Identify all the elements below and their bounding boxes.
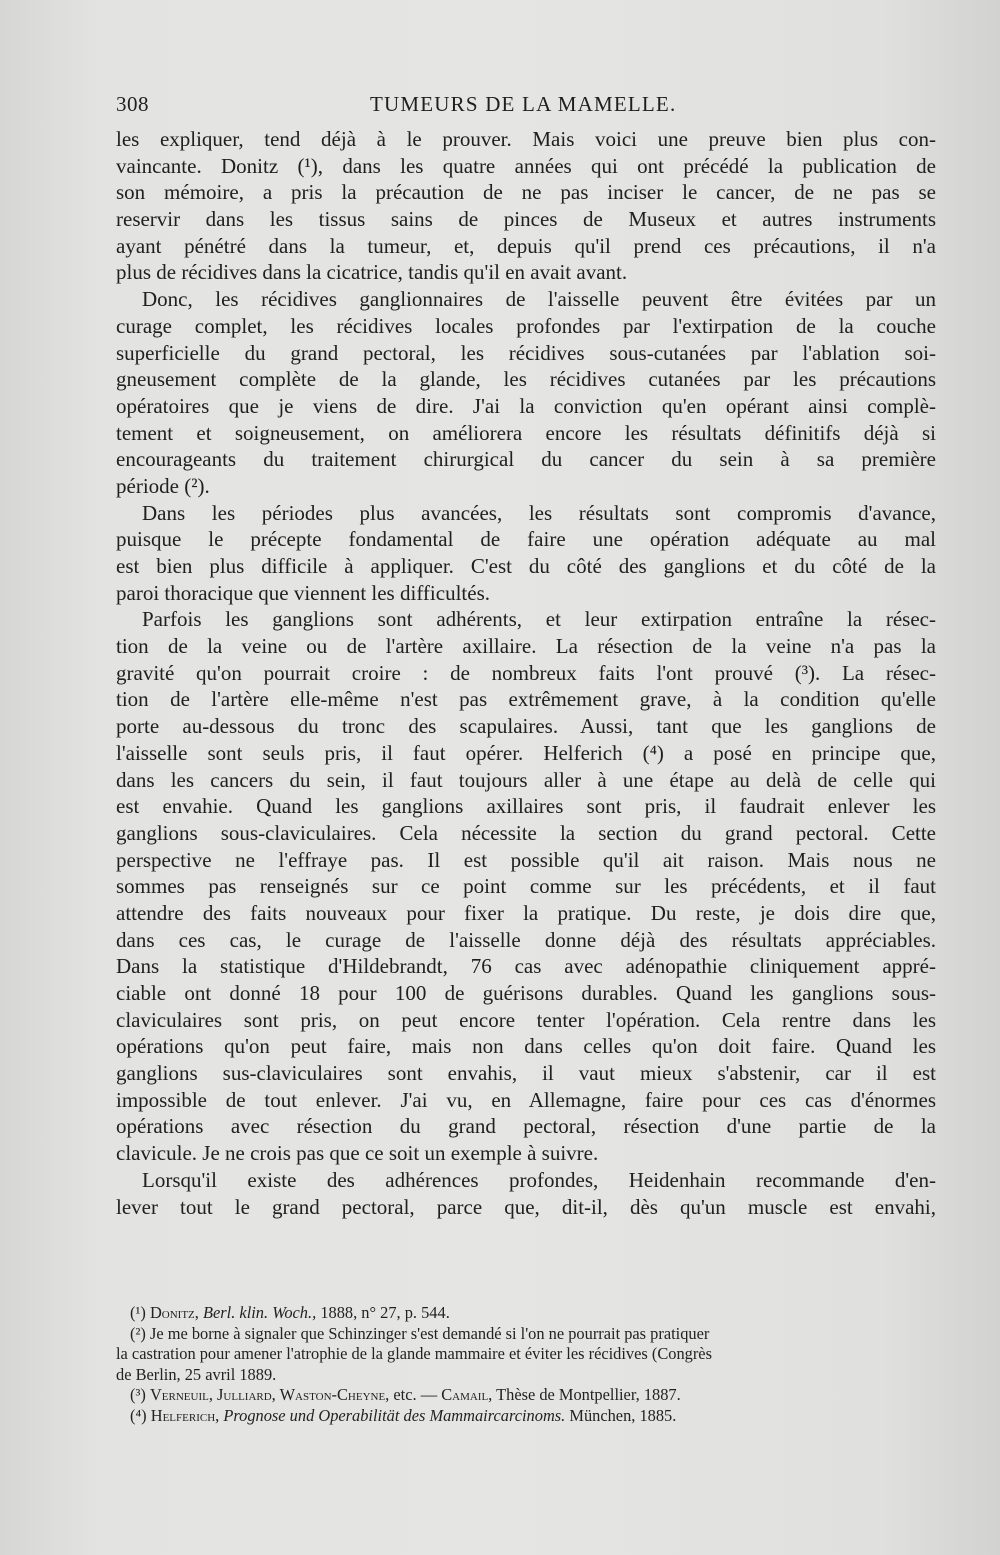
- text-line: opératoires que je viens de dire. J'ai la conviction qu'en opérant ainsi complè-: [116, 393, 936, 418]
- text-line: ciable ont donné 18 pour 100 de guérisons durables. Quand les ganglions sous-: [116, 981, 936, 1005]
- text-line: opérations avec résection du grand pectoral, résection d'une partie de la: [116, 1114, 936, 1139]
- footnote-text: 1888, n° 27, p. 544.: [320, 1303, 450, 1322]
- text-line: ganglions sous-claviculaires. Cela nécessite la section du grand pectoral. Cette: [116, 820, 936, 845]
- footnote-title: Berl. klin. Woch.,: [203, 1303, 317, 1322]
- text-line: lever tout le grand pectoral, parce que, dit-il, dès qu'un muscle est envahi,: [116, 1194, 936, 1219]
- text-line: porte au-dessous du tronc des scapulaires. Aussi, tant que les ganglions de: [116, 714, 936, 739]
- page-number: 308: [116, 92, 149, 116]
- text-line: ayant pénétré dans la tumeur, et, depuis qu'il prend ces précautions, il n'a: [116, 233, 936, 258]
- footnote-marker: (²): [130, 1323, 146, 1343]
- text-line: clavicule. Je ne crois pas que ce soit un exemple à suivre.: [116, 1141, 599, 1166]
- text-line: attendre des faits nouveaux pour fixer la pratique. Du reste, je dois dire que,: [116, 900, 936, 925]
- footnote-text: Je me borne à signaler que Schinzinger s'est demandé si l'on ne pourrait pas pratiquer: [149, 1323, 710, 1343]
- text-line: sommes pas renseignés sur ce point comme sur les précédents, et il faut: [116, 874, 936, 899]
- paragraph-1: [116, 126, 936, 286]
- text-line: vaincante. Donitz (¹), dans les quatre années qui ont précédé la publication de: [116, 153, 936, 178]
- footnote-3: [130, 1385, 938, 1406]
- text-line: opérations qu'on peut faire, mais non dans celles qu'on doit faire. Quand les: [116, 1034, 936, 1059]
- text-line: ganglions sus-claviculaires sont envahis, il vaut mieux s'abstenir, car il est: [116, 1061, 936, 1086]
- text-line: tion de l'artère elle-même n'est pas extrêmement grave, à la condition qu'elle: [116, 687, 936, 712]
- text-line: gravité qu'on pourrait croire : de nombreux faits l'ont prouvé (³). La résec-: [116, 660, 936, 685]
- footnote-2-continued: la castration pour amener l'atrophie de la glande mammaire et éviter les récidives (Congrès: [116, 1344, 712, 1363]
- footnote-text: etc. —: [393, 1385, 438, 1404]
- text-line: les expliquer, tend déjà à le prouver. Mais voici une preuve bien plus con-: [116, 127, 936, 151]
- footnote-author: Helferich,: [150, 1405, 220, 1425]
- text-line: Donc, les récidives ganglionnaires de l'aisselle peuvent être évitées par un: [142, 287, 936, 312]
- footnote-text: Thèse de Montpellier, 1887.: [496, 1385, 681, 1404]
- text-line: est bien plus difficile à appliquer. C'est du côté des ganglions et du côté de la: [116, 554, 936, 578]
- text-line: son mémoire, a pris la précaution de ne pas inciser le cancer, de ne pas se: [116, 180, 936, 205]
- text-line: gneusement complète de la glande, les récidives cutanées par les précautions: [116, 367, 936, 392]
- footnote-2: [130, 1324, 938, 1345]
- text-line: est envahie. Quand les ganglions axillaires sont pris, il faudrait enlever les: [116, 794, 936, 819]
- text-line: impossible de tout enlever. J'ai vu, en Allemagne, faire pour ces cas d'énormes: [116, 1087, 936, 1112]
- footnote-author: Camail,: [441, 1385, 493, 1404]
- text-line: dans les cancers du sein, il faut toujours aller à une étape au delà de celle qui: [116, 767, 936, 792]
- footnote-title: Prognose und Operabilität des Mammaircarcinoms.: [223, 1405, 566, 1425]
- text-line: Lorsqu'il existe des adhérences profondes, Heidenhain recommande d'en-: [142, 1167, 936, 1192]
- text-line: Parfois les ganglions sont adhérents, et leur extirpation entraîne la résec-: [142, 607, 936, 632]
- text-line: paroi thoracique que viennent les difficultés.: [116, 580, 490, 605]
- text-line: encourageants du traitement chirurgical du cancer du sein à sa première: [116, 447, 936, 472]
- footnote-marker: (³): [130, 1385, 146, 1404]
- footnote-text: München, 1885.: [569, 1405, 677, 1425]
- text-line: l'aisselle sont seuls pris, il faut opérer. Helferich (⁴) a posé en principe que,: [116, 740, 936, 765]
- text-line: tement et soigneusement, on améliorera encore les résultats définitifs déjà si: [116, 420, 936, 445]
- text-line: tion de la veine ou de l'artère axillaire. La résection de la veine n'a pas la: [116, 634, 936, 659]
- text-line: reservir dans les tissus sains de pinces de Museux et autres instruments: [116, 207, 936, 232]
- text-line: puisque le précepte fondamental de faire une opération adéquate au mal: [116, 527, 936, 552]
- paragraph-4: [116, 606, 936, 1166]
- paragraph-5: [116, 1167, 936, 1220]
- page-header: [116, 92, 936, 124]
- footnote-marker: (⁴): [130, 1405, 147, 1425]
- text-line: superficielle du grand pectoral, les récidives sous-cutanées par l'ablation soi-: [116, 340, 936, 365]
- footnote-2-continued: de Berlin, 25 avril 1889.: [116, 1364, 277, 1384]
- body-text: [116, 126, 936, 1220]
- text-line: Dans les périodes plus avancées, les résultats sont compromis d'avance,: [142, 500, 936, 525]
- text-line: plus de récidives dans la cicatrice, tandis qu'il en avait avant.: [116, 260, 628, 285]
- paragraph-2: [116, 286, 936, 500]
- footnote-author: Donitz,: [149, 1303, 199, 1322]
- text-line: dans ces cas, le curage de l'aisselle donne déjà des résultats appréciables.: [116, 927, 936, 952]
- footnote-4: [130, 1406, 938, 1427]
- footnote-1: [130, 1303, 938, 1324]
- text-line: curage complet, les récidives locales profondes par l'extirpation de la couche: [116, 313, 936, 338]
- footnote-authors: Verneuil, Julliard, Waston-Cheyne,: [149, 1385, 390, 1404]
- paragraph-3: [116, 500, 936, 607]
- text-line: période (²).: [116, 473, 210, 498]
- footnote-marker: (¹): [130, 1303, 146, 1322]
- text-line: perspective ne l'effraye pas. Il est possible qu'il ait raison. Mais nous ne: [116, 847, 936, 872]
- text-line: claviculaires sont pris, on peut encore tenter l'opération. Cela rentre dans les: [116, 1007, 936, 1032]
- text-line: Dans la statistique d'Hildebrandt, 76 cas avec adénopathie cliniquement appré-: [116, 954, 936, 979]
- footnotes: [116, 1303, 938, 1426]
- running-title: TUMEURS DE LA MAMELLE.: [370, 92, 677, 116]
